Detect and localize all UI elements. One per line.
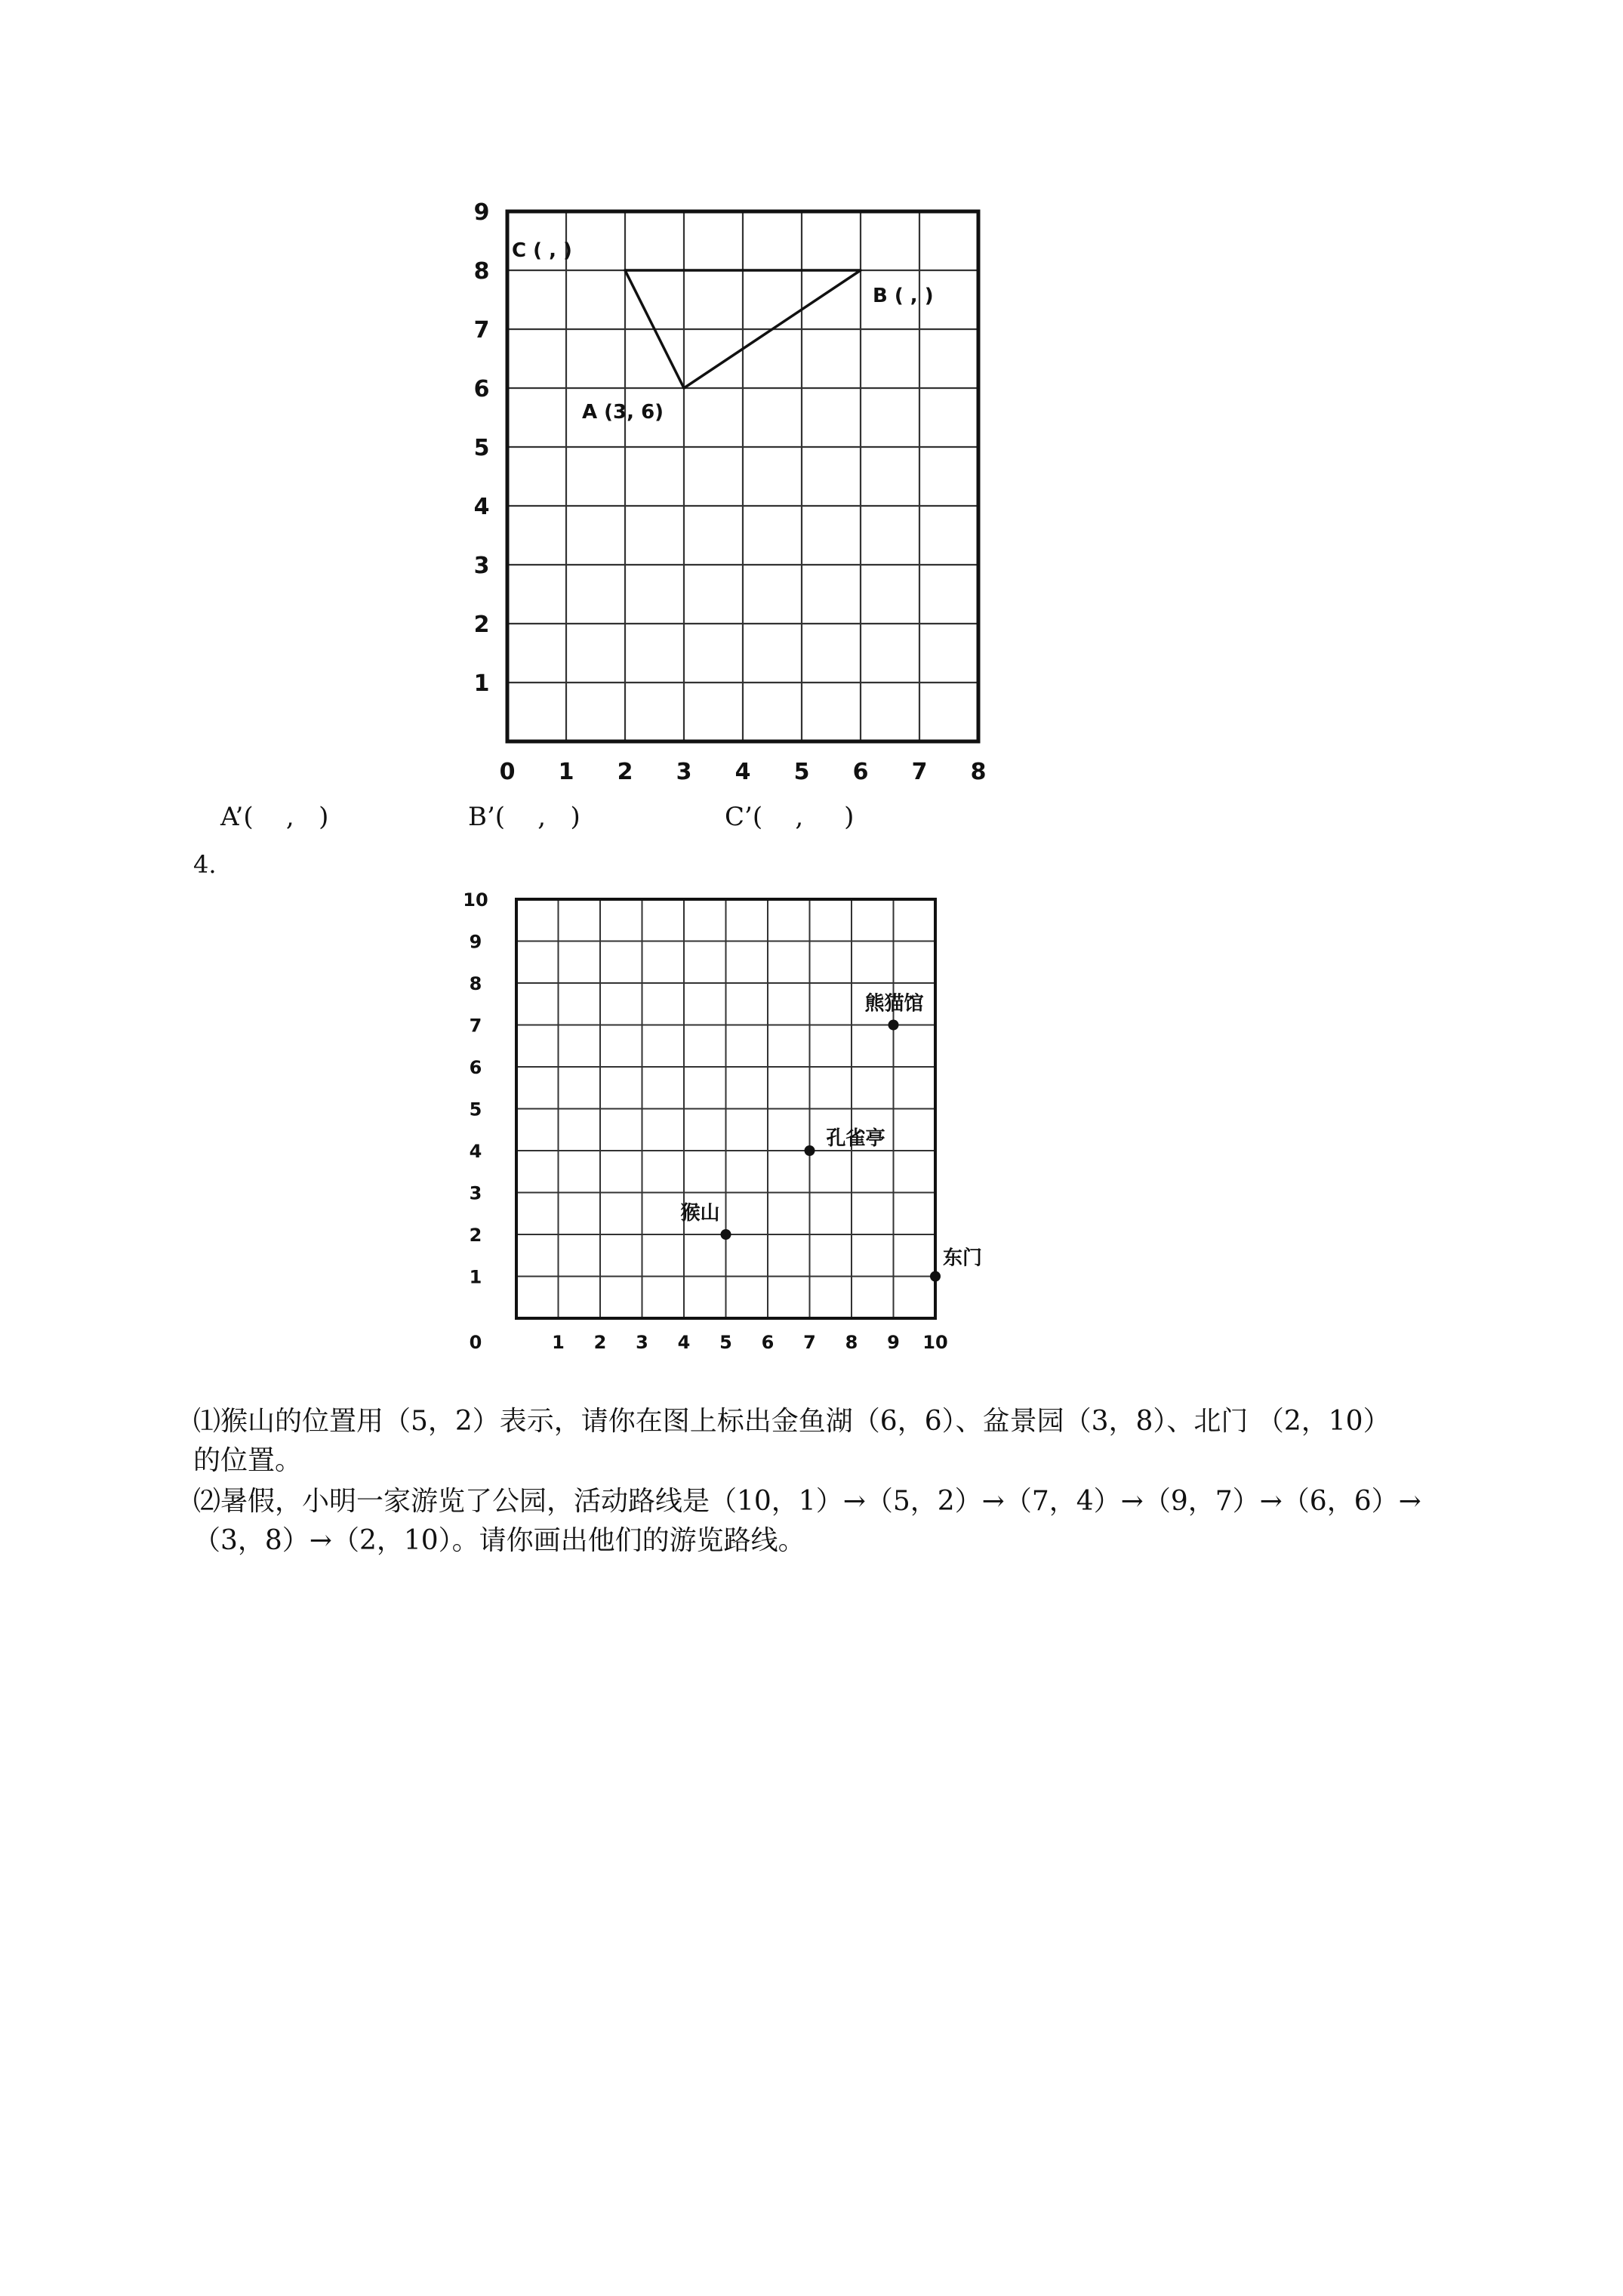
- x-tick-label: 3: [676, 759, 692, 785]
- x-tick-label: 4: [735, 759, 751, 785]
- point-marker: [721, 1229, 731, 1240]
- y-axis-ticks: [474, 199, 490, 697]
- point-marker: [930, 1271, 941, 1282]
- y-tick-label: 4: [469, 1141, 482, 1162]
- y-tick-label: 7: [473, 317, 490, 344]
- x-axis-ticks: [500, 759, 987, 785]
- answer-a-prime[interactable]: A’( , ): [220, 802, 329, 832]
- y-tick-label: 3: [469, 1182, 482, 1204]
- x-tick-label: 6: [761, 1332, 775, 1353]
- point-label: 孔雀亭: [826, 1127, 885, 1150]
- question-part-1-line-1: ⑴猴山的位置用（5，2）表示，请你在图上标出金鱼湖（6，6）、盆景园（3，8）、北门 （2，10）: [193, 1406, 1390, 1437]
- vertex-label-b: B ( , ): [873, 285, 934, 307]
- point-label: 猴山: [680, 1202, 720, 1225]
- answer-c-prime[interactable]: C’( , ): [725, 802, 855, 832]
- x-tick-label: 6: [852, 759, 869, 785]
- x-tick-label: 0: [499, 759, 516, 785]
- x-tick-label: 9: [887, 1332, 900, 1353]
- y-tick-label: 1: [473, 670, 490, 697]
- y-axis-ticks: [463, 889, 488, 1288]
- answer-blanks: [220, 802, 975, 840]
- x-tick-label: 10: [922, 1332, 948, 1353]
- x-tick-label: 7: [803, 1332, 816, 1353]
- x-tick-label: 1: [552, 1332, 565, 1353]
- y-tick-label: 2: [473, 612, 490, 638]
- x-tick-label: 5: [793, 759, 810, 785]
- x-tick-label: 8: [970, 759, 987, 785]
- point-label: 东门: [943, 1247, 983, 1270]
- y-tick-label: 6: [469, 1057, 482, 1078]
- x-tick-label: 8: [845, 1332, 858, 1353]
- x-tick-label: 3: [636, 1332, 648, 1353]
- y-tick-label: 7: [469, 1015, 482, 1037]
- x-tick-label: 1: [558, 759, 574, 785]
- x-tick-label: 2: [617, 759, 633, 785]
- y-tick-label: 9: [469, 931, 482, 953]
- grid-lines: [516, 899, 935, 1318]
- y-tick-label: 5: [469, 1099, 482, 1120]
- y-tick-label: 9: [473, 199, 490, 226]
- x-tick-label: 5: [719, 1332, 732, 1353]
- vertex-label-c: C ( , ): [512, 239, 572, 262]
- x-tick-label: 2: [593, 1332, 607, 1353]
- answer-b-prime[interactable]: B’( , ): [468, 802, 581, 832]
- y-tick-label: 8: [473, 258, 490, 285]
- vertex-label-a: A (3, 6): [582, 401, 664, 424]
- x-axis-ticks: [470, 1332, 948, 1353]
- question-part-2-line-1: ⑵暑假，小明一家游览了公园，活动路线是（10，1）→（5，2）→（7，4）→（9，7）→（6，6）→: [193, 1486, 1421, 1517]
- y-tick-label: 2: [469, 1225, 482, 1246]
- point-marker: [805, 1145, 815, 1156]
- point-marker: [888, 1020, 899, 1031]
- y-tick-label: 6: [473, 376, 490, 402]
- y-tick-label: 10: [463, 889, 488, 911]
- y-tick-label: 8: [469, 973, 482, 994]
- park-map-grid: [423, 889, 983, 1382]
- question-number: 4.: [193, 850, 217, 879]
- x-tick-label: 7: [911, 759, 928, 785]
- coordinate-grid-triangle: [453, 196, 1027, 793]
- y-tick-label: 3: [473, 553, 490, 579]
- y-tick-label: 4: [473, 494, 490, 520]
- x-tick-label: 4: [677, 1332, 691, 1353]
- origin-label: 0: [469, 1332, 482, 1353]
- question-part-2-line-2: （3，8）→（2，10）。请你画出他们的游览路线。: [193, 1525, 805, 1556]
- y-tick-label: 1: [469, 1266, 482, 1288]
- y-tick-label: 5: [473, 435, 490, 461]
- point-label: 熊猫馆: [864, 992, 924, 1015]
- vertex-labels: [512, 239, 934, 424]
- question-part-1-line-2: 的位置。: [193, 1445, 303, 1476]
